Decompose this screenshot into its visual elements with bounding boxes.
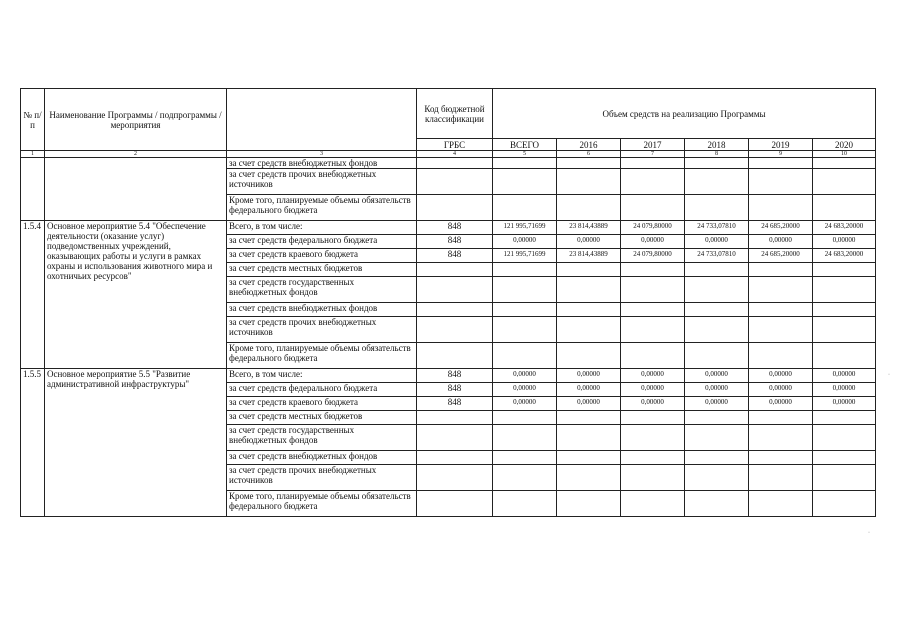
value-cell — [557, 343, 621, 369]
value-cell: 0,00000 — [557, 397, 621, 411]
value-cell — [749, 343, 813, 369]
source-label: Кроме того, планируемые объемы обязательств федерального бюджета — [227, 491, 417, 517]
source-label: Всего, в том числе: — [227, 221, 417, 235]
table-row — [21, 221, 876, 235]
value-cell: 24 733,07810 — [685, 221, 749, 235]
value-cell — [557, 451, 621, 465]
value-cell: 0,00000 — [749, 383, 813, 397]
value-cell — [493, 465, 557, 491]
value-cell — [749, 277, 813, 303]
value-cell — [417, 169, 493, 195]
value-cell: 121 995,71699 — [493, 221, 557, 235]
value-cell: 0,00000 — [749, 369, 813, 383]
budget-table-page — [20, 88, 875, 517]
value-cell — [813, 411, 876, 425]
value-cell — [493, 343, 557, 369]
scan-dot: · — [868, 530, 870, 536]
value-cell — [493, 451, 557, 465]
value-cell: 0,00000 — [813, 235, 876, 249]
value-cell — [557, 195, 621, 221]
measure-number: 1.5.5 — [21, 369, 45, 517]
value-cell — [685, 343, 749, 369]
value-cell: 24 685,20000 — [749, 221, 813, 235]
value-cell: 0,00000 — [557, 369, 621, 383]
table-row — [21, 158, 876, 169]
source-label: за счет средств краевого бюджета — [227, 249, 417, 263]
header-total: ВСЕГО — [493, 139, 557, 151]
value-cell: 0,00000 — [685, 369, 749, 383]
value-cell — [749, 491, 813, 517]
value-cell: 0,00000 — [685, 235, 749, 249]
source-label: Кроме того, планируемые объемы обязательств федерального бюджета — [227, 195, 417, 221]
value-cell: 0,00000 — [685, 397, 749, 411]
grbs-cell — [417, 491, 493, 517]
value-cell — [621, 158, 685, 169]
header-year: 2019 — [749, 139, 813, 151]
value-cell: 24 733,07810 — [685, 249, 749, 263]
grbs-cell — [417, 317, 493, 343]
header-year: 2020 — [813, 139, 876, 151]
value-cell: 23 814,43889 — [557, 249, 621, 263]
value-cell — [417, 158, 493, 169]
value-cell — [557, 263, 621, 277]
value-cell — [813, 195, 876, 221]
value-cell: 121 995,71699 — [493, 249, 557, 263]
value-cell — [685, 195, 749, 221]
source-label: за счет средств внебюджетных фондов — [227, 303, 417, 317]
value-cell — [557, 491, 621, 517]
value-cell — [749, 317, 813, 343]
value-cell — [813, 465, 876, 491]
value-cell — [493, 158, 557, 169]
value-cell — [749, 451, 813, 465]
value-cell — [621, 263, 685, 277]
value-cell — [813, 158, 876, 169]
column-index: 7 — [621, 151, 685, 158]
header-year: 2016 — [557, 139, 621, 151]
source-label: за счет средств местных бюджетов — [227, 411, 417, 425]
value-cell: 0,00000 — [813, 369, 876, 383]
column-index: 2 — [45, 151, 227, 158]
measure-number: 1.5.4 — [21, 221, 45, 369]
value-cell — [685, 317, 749, 343]
value-cell — [621, 425, 685, 451]
value-cell — [557, 411, 621, 425]
value-cell — [685, 263, 749, 277]
number-cell — [21, 158, 45, 221]
value-cell: 23 814,43889 — [557, 221, 621, 235]
value-cell — [557, 277, 621, 303]
value-cell — [493, 491, 557, 517]
grbs-cell: 848 — [417, 235, 493, 249]
value-cell — [749, 195, 813, 221]
column-index: 1 — [21, 151, 45, 158]
measure-name: Основное мероприятие 5.4 "Обеспечение деятельности (оказание услуг) подведомственных учреждений, оказывающих работы и услуги в рамках охраны и использования животного мира и охотничьих ресурсов" — [45, 221, 227, 369]
value-cell — [685, 411, 749, 425]
value-cell — [493, 411, 557, 425]
value-cell — [749, 303, 813, 317]
value-cell — [493, 169, 557, 195]
value-cell — [621, 343, 685, 369]
value-cell: 0,00000 — [621, 235, 685, 249]
grbs-cell — [417, 263, 493, 277]
value-cell — [493, 263, 557, 277]
value-cell — [621, 465, 685, 491]
value-cell: 0,00000 — [749, 397, 813, 411]
value-cell — [621, 195, 685, 221]
grbs-cell — [417, 411, 493, 425]
column-index: 3 — [227, 151, 417, 158]
name-cell — [45, 158, 227, 221]
value-cell: 0,00000 — [493, 397, 557, 411]
column-index: 6 — [557, 151, 621, 158]
value-cell: 0,00000 — [493, 383, 557, 397]
value-cell — [813, 343, 876, 369]
grbs-cell: 848 — [417, 221, 493, 235]
value-cell — [685, 491, 749, 517]
grbs-cell: 848 — [417, 397, 493, 411]
source-label: за счет средств государственных внебюджетных фондов — [227, 425, 417, 451]
grbs-cell — [417, 451, 493, 465]
value-cell — [685, 303, 749, 317]
value-cell — [417, 195, 493, 221]
value-cell — [813, 451, 876, 465]
value-cell — [749, 263, 813, 277]
value-cell — [813, 263, 876, 277]
value-cell — [813, 425, 876, 451]
source-label: за счет средств местных бюджетов — [227, 263, 417, 277]
grbs-cell — [417, 277, 493, 303]
grbs-cell — [417, 425, 493, 451]
value-cell: 0,00000 — [557, 383, 621, 397]
value-cell: 0,00000 — [621, 383, 685, 397]
value-cell — [749, 411, 813, 425]
source-label: за счет средств краевого бюджета — [227, 397, 417, 411]
grbs-cell: 848 — [417, 369, 493, 383]
header-number: № п/п — [21, 89, 45, 151]
value-cell — [621, 411, 685, 425]
value-cell: 0,00000 — [813, 383, 876, 397]
value-cell: 0,00000 — [685, 383, 749, 397]
source-label: Кроме того, планируемые объемы обязательств федерального бюджета — [227, 343, 417, 369]
measure-name: Основное мероприятие 5.5 "Развитие административной инфраструктуры" — [45, 369, 227, 517]
value-cell — [813, 317, 876, 343]
source-label: за счет средств федерального бюджета — [227, 383, 417, 397]
grbs-cell — [417, 343, 493, 369]
column-index: 5 — [493, 151, 557, 158]
value-cell: 0,00000 — [621, 397, 685, 411]
grbs-cell — [417, 303, 493, 317]
value-cell — [493, 303, 557, 317]
source-label: за счет средств прочих внебюджетных источников — [227, 169, 417, 195]
value-cell — [685, 451, 749, 465]
column-index: 10 — [813, 151, 876, 158]
column-index: 8 — [685, 151, 749, 158]
value-cell — [621, 303, 685, 317]
source-label: за счет средств внебюджетных фондов — [227, 451, 417, 465]
header-year: 2018 — [685, 139, 749, 151]
header-name: Наименование Программы / подпрограммы / мероприятия — [45, 89, 227, 151]
value-cell: 0,00000 — [621, 369, 685, 383]
value-cell: 0,00000 — [493, 369, 557, 383]
value-cell — [749, 465, 813, 491]
value-cell — [685, 465, 749, 491]
header-grbs: ГРБС — [417, 139, 493, 151]
value-cell — [557, 158, 621, 169]
grbs-cell — [417, 465, 493, 491]
grbs-cell: 848 — [417, 383, 493, 397]
value-cell: 24 683,20000 — [813, 221, 876, 235]
column-index-row — [21, 151, 876, 158]
grbs-cell: 848 — [417, 249, 493, 263]
value-cell: 0,00000 — [493, 235, 557, 249]
value-cell — [557, 425, 621, 451]
value-cell: 24 683,20000 — [813, 249, 876, 263]
value-cell — [493, 195, 557, 221]
value-cell — [493, 317, 557, 343]
header-blank — [227, 89, 417, 151]
source-label: Всего, в том числе: — [227, 369, 417, 383]
value-cell: 24 079,80000 — [621, 221, 685, 235]
source-label: за счет средств прочих внебюджетных источников — [227, 465, 417, 491]
value-cell — [813, 277, 876, 303]
value-cell — [621, 169, 685, 195]
value-cell — [685, 158, 749, 169]
budget-table — [20, 88, 876, 517]
value-cell — [557, 169, 621, 195]
source-label: за счет средств прочих внебюджетных источников — [227, 317, 417, 343]
source-label: за счет средств федерального бюджета — [227, 235, 417, 249]
value-cell: 24 685,20000 — [749, 249, 813, 263]
value-cell — [557, 303, 621, 317]
value-cell — [749, 169, 813, 195]
header-volume: Объем средств на реализацию Программы — [493, 89, 876, 139]
value-cell — [621, 491, 685, 517]
value-cell — [685, 425, 749, 451]
value-cell — [749, 158, 813, 169]
value-cell — [749, 425, 813, 451]
source-label: за счет средств внебюджетных фондов — [227, 158, 417, 169]
value-cell — [493, 277, 557, 303]
header-year: 2017 — [621, 139, 685, 151]
column-index: 9 — [749, 151, 813, 158]
value-cell: 0,00000 — [813, 397, 876, 411]
value-cell — [493, 425, 557, 451]
scan-dot: · — [888, 372, 890, 378]
table-row — [21, 369, 876, 383]
column-index: 4 — [417, 151, 493, 158]
value-cell — [621, 451, 685, 465]
value-cell — [813, 491, 876, 517]
value-cell — [621, 317, 685, 343]
value-cell: 24 079,80000 — [621, 249, 685, 263]
value-cell: 0,00000 — [557, 235, 621, 249]
value-cell — [557, 317, 621, 343]
value-cell — [813, 303, 876, 317]
value-cell — [621, 277, 685, 303]
header-code: Код бюджетной классификации — [417, 89, 493, 139]
value-cell — [557, 465, 621, 491]
value-cell: 0,00000 — [749, 235, 813, 249]
value-cell — [685, 277, 749, 303]
value-cell — [685, 169, 749, 195]
source-label: за счет средств государственных внебюджетных фондов — [227, 277, 417, 303]
value-cell — [813, 169, 876, 195]
